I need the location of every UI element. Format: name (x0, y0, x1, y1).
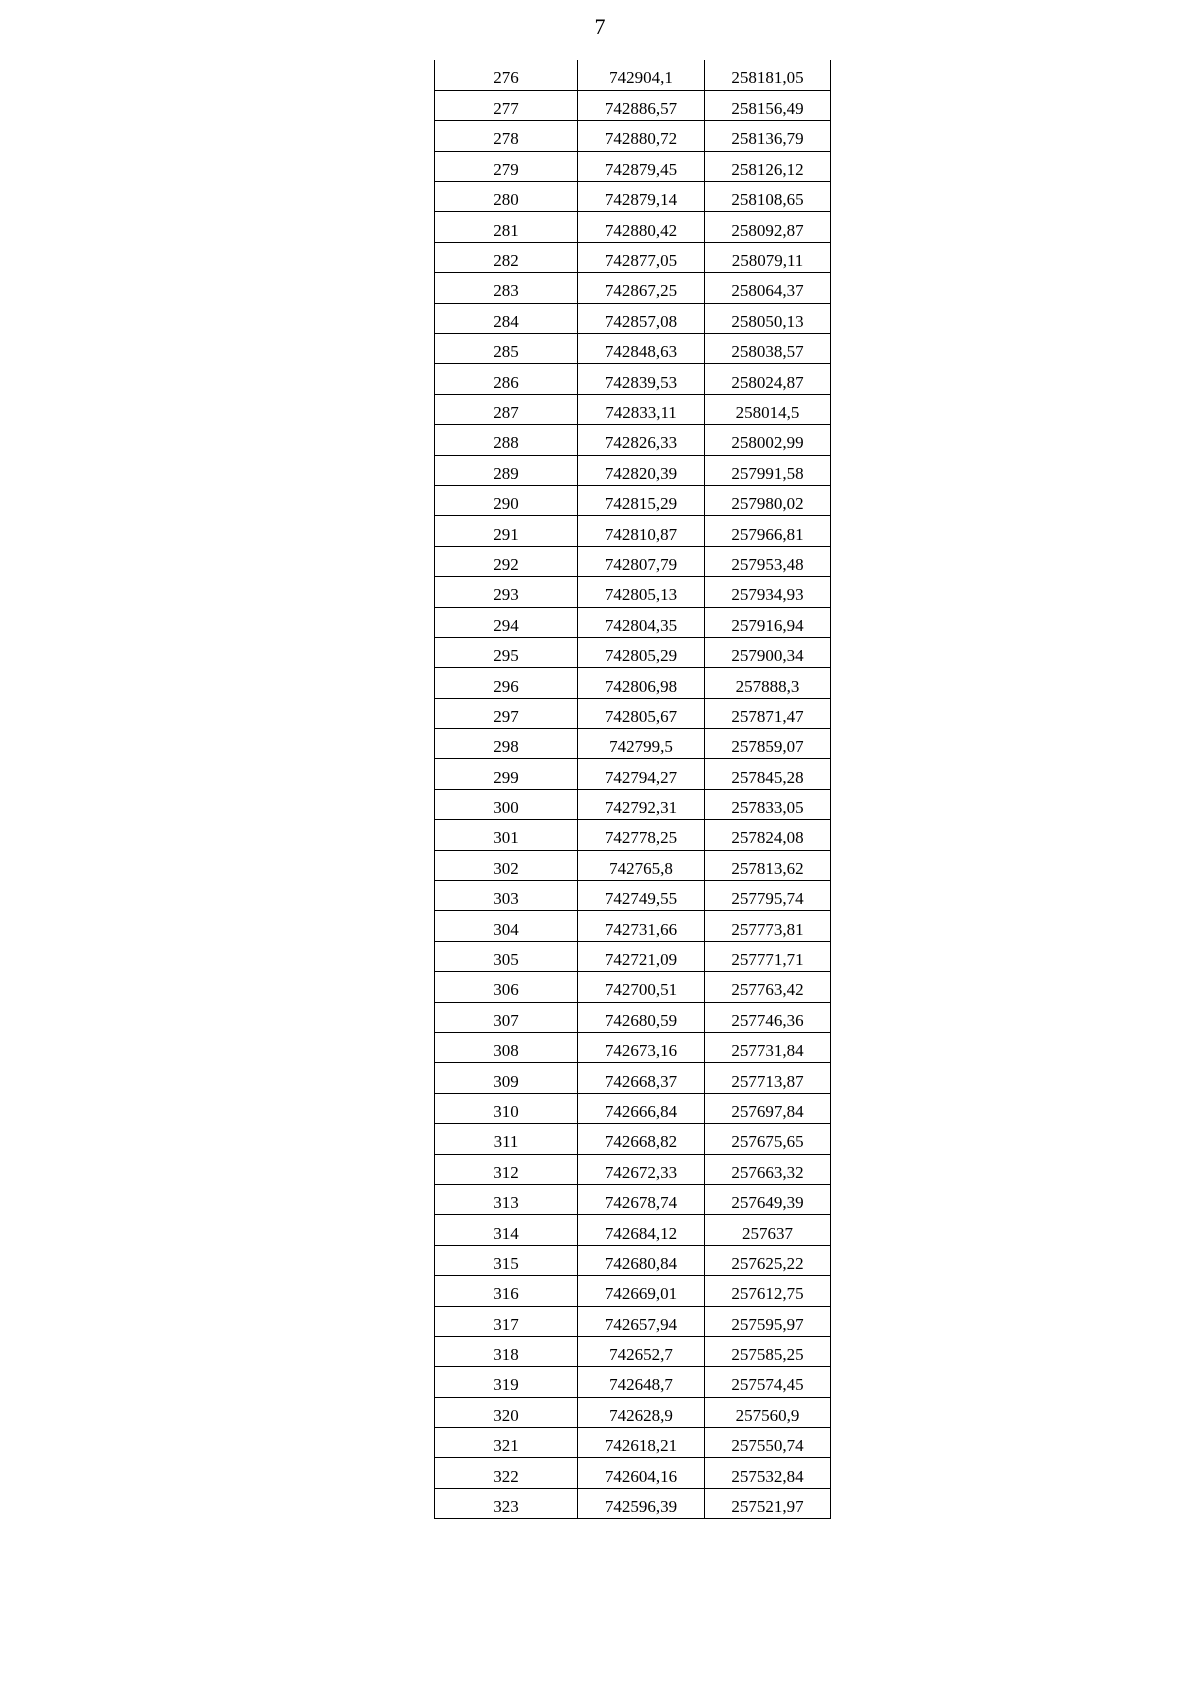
coordinates-table-body (435, 60, 831, 1519)
point-number-cell: 308 (435, 1033, 578, 1063)
x-coordinate-cell: 742815,29 (578, 485, 705, 515)
x-coordinate-cell: 742652,7 (578, 1336, 705, 1366)
y-coordinate-cell: 258181,05 (705, 60, 831, 90)
page-number: 7 (594, 14, 606, 39)
table-row (435, 911, 831, 941)
x-coordinate-cell: 742804,35 (578, 607, 705, 637)
x-coordinate-cell: 742807,79 (578, 546, 705, 576)
table-row (435, 121, 831, 151)
x-coordinate-cell: 742668,82 (578, 1124, 705, 1154)
x-coordinate-cell: 742805,29 (578, 637, 705, 667)
point-number-cell: 321 (435, 1428, 578, 1458)
point-number-cell: 304 (435, 911, 578, 941)
table-row (435, 637, 831, 667)
y-coordinate-cell: 258038,57 (705, 334, 831, 364)
table-row (435, 182, 831, 212)
point-number-cell: 302 (435, 850, 578, 880)
x-coordinate-cell: 742877,05 (578, 242, 705, 272)
x-coordinate-cell: 742805,13 (578, 577, 705, 607)
table-row (435, 1428, 831, 1458)
x-coordinate-cell: 742684,12 (578, 1215, 705, 1245)
y-coordinate-cell: 258064,37 (705, 273, 831, 303)
point-number-cell: 296 (435, 668, 578, 698)
point-number-cell: 281 (435, 212, 578, 242)
point-number-cell: 315 (435, 1245, 578, 1275)
point-number-cell: 294 (435, 607, 578, 637)
point-number-cell: 293 (435, 577, 578, 607)
x-coordinate-cell: 742680,84 (578, 1245, 705, 1275)
table-row (435, 941, 831, 971)
y-coordinate-cell: 257521,97 (731, 1497, 804, 1517)
table-row (435, 1002, 831, 1032)
x-coordinate-cell: 742596,39 (578, 1488, 705, 1518)
x-coordinate-cell: 742618,21 (578, 1428, 705, 1458)
y-coordinate-cell: 257612,75 (705, 1276, 831, 1306)
y-coordinate-cell: 257675,65 (705, 1124, 831, 1154)
y-coordinate-cell: 258014,5 (705, 394, 831, 424)
table-row (435, 1458, 831, 1488)
x-coordinate-cell: 742668,37 (578, 1063, 705, 1093)
x-coordinate-cell: 742666,84 (578, 1093, 705, 1123)
y-coordinate-cell: 258092,87 (705, 212, 831, 242)
y-coordinate-cell: 257833,05 (705, 789, 831, 819)
x-coordinate-cell: 742879,45 (578, 151, 705, 181)
y-coordinate-cell: 257771,71 (705, 941, 831, 971)
point-number-cell: 307 (435, 1002, 578, 1032)
point-number-cell: 317 (435, 1306, 578, 1336)
x-coordinate-cell: 742879,14 (578, 182, 705, 212)
y-coordinate-cell: 257532,84 (705, 1458, 831, 1488)
point-number-cell: 305 (435, 941, 578, 971)
table-row (435, 212, 831, 242)
table-row (435, 1215, 831, 1245)
x-coordinate-cell: 742886,57 (578, 90, 705, 120)
point-number-cell: 299 (435, 759, 578, 789)
x-coordinate-cell: 742749,55 (578, 881, 705, 911)
coordinates-table (434, 60, 831, 1519)
table-row (435, 1488, 831, 1518)
x-coordinate-cell: 742805,67 (578, 698, 705, 728)
point-number-cell: 309 (435, 1063, 578, 1093)
y-coordinate-cell: 257625,22 (705, 1245, 831, 1275)
x-coordinate-cell: 742765,8 (578, 850, 705, 880)
y-coordinate-cell: 258108,65 (705, 182, 831, 212)
table-row (435, 881, 831, 911)
point-number-cell: 282 (435, 242, 578, 272)
y-coordinate-cell: 258136,79 (705, 121, 831, 151)
table-row (435, 729, 831, 759)
y-coordinate-cell: 258156,49 (705, 90, 831, 120)
y-coordinate-cell: 257953,48 (705, 546, 831, 576)
y-coordinate-cell: 257574,45 (705, 1367, 831, 1397)
point-number-cell: 310 (435, 1093, 578, 1123)
table-row (435, 820, 831, 850)
table-row (435, 1245, 831, 1275)
x-coordinate-cell: 742833,11 (578, 394, 705, 424)
y-coordinate-cell: 258024,87 (705, 364, 831, 394)
point-number-cell: 303 (435, 881, 578, 911)
point-number-cell: 314 (435, 1215, 578, 1245)
table-row (435, 242, 831, 272)
y-coordinate-cell: 257595,97 (705, 1306, 831, 1336)
table-row (435, 334, 831, 364)
x-coordinate-cell: 742792,31 (578, 789, 705, 819)
y-coordinate-cell: 257585,25 (705, 1336, 831, 1366)
x-coordinate-cell: 742806,98 (578, 668, 705, 698)
table-row (435, 972, 831, 1002)
y-coordinate-cell: 258050,13 (705, 303, 831, 333)
x-coordinate-cell: 742648,7 (578, 1367, 705, 1397)
point-number-cell: 283 (435, 273, 578, 303)
table-row (435, 1124, 831, 1154)
y-coordinate-cell: 257888,3 (705, 668, 831, 698)
table-row (435, 1184, 831, 1214)
table-row (435, 303, 831, 333)
point-number-cell: 319 (435, 1367, 578, 1397)
y-coordinate-cell: 257813,62 (705, 850, 831, 880)
y-coordinate-cell: 257637 (705, 1215, 831, 1245)
table-row (435, 1063, 831, 1093)
point-number-cell: 280 (435, 182, 578, 212)
y-coordinate-cell: 257845,28 (705, 759, 831, 789)
y-coordinate-cell: 258126,12 (705, 151, 831, 181)
table-row (435, 364, 831, 394)
x-coordinate-cell: 742673,16 (578, 1033, 705, 1063)
x-coordinate-cell: 742604,16 (578, 1458, 705, 1488)
table-row (435, 151, 831, 181)
x-coordinate-cell: 742799,5 (578, 729, 705, 759)
point-number-cell: 297 (435, 698, 578, 728)
x-coordinate-cell: 742680,59 (578, 1002, 705, 1032)
y-coordinate-cell: 257916,94 (705, 607, 831, 637)
point-number-cell: 316 (435, 1276, 578, 1306)
table-row (435, 698, 831, 728)
y-coordinate-cell: 257900,34 (705, 637, 831, 667)
x-coordinate-cell: 742839,53 (578, 364, 705, 394)
table-row (435, 1154, 831, 1184)
x-coordinate-cell: 742657,94 (578, 1306, 705, 1336)
table-row (435, 1276, 831, 1306)
table-row (435, 1336, 831, 1366)
table-row (435, 1397, 831, 1427)
point-number-cell: 306 (435, 972, 578, 1002)
y-coordinate-cell: 257859,07 (705, 729, 831, 759)
table-row (435, 607, 831, 637)
point-number-cell: 289 (435, 455, 578, 485)
y-coordinate-cell: 257934,93 (705, 577, 831, 607)
point-number-cell: 277 (435, 90, 578, 120)
table-row (435, 668, 831, 698)
table-row (435, 394, 831, 424)
x-coordinate-cell: 742820,39 (578, 455, 705, 485)
table-row (435, 425, 831, 455)
point-number-cell: 290 (435, 485, 578, 515)
y-coordinate-cell: 257649,39 (705, 1184, 831, 1214)
point-number-cell: 300 (435, 789, 578, 819)
point-number-cell: 301 (435, 820, 578, 850)
table-row (435, 577, 831, 607)
table-row (435, 850, 831, 880)
y-coordinate-cell: 257980,02 (705, 485, 831, 515)
y-coordinate-cell: 257773,81 (705, 911, 831, 941)
table-row (435, 1367, 831, 1397)
point-number-cell: 279 (435, 151, 578, 181)
point-number-cell: 288 (435, 425, 578, 455)
point-number-cell: 312 (435, 1154, 578, 1184)
y-coordinate-cell: 258002,99 (705, 425, 831, 455)
y-coordinate-cell: 257550,74 (705, 1428, 831, 1458)
point-number-cell: 284 (435, 303, 578, 333)
table-row (435, 1093, 831, 1123)
y-coordinate-cell: 257731,84 (705, 1033, 831, 1063)
table-row (435, 1033, 831, 1063)
y-coordinate-cell: 257560,9 (705, 1397, 831, 1427)
table-row (435, 273, 831, 303)
table-row (435, 1306, 831, 1336)
table-row (435, 546, 831, 576)
x-coordinate-cell: 742867,25 (578, 273, 705, 303)
point-number-cell: 278 (435, 121, 578, 151)
y-coordinate-cell: 257991,58 (705, 455, 831, 485)
x-coordinate-cell: 742731,66 (578, 911, 705, 941)
point-number-cell: 320 (435, 1397, 578, 1427)
point-number-cell: 295 (435, 637, 578, 667)
x-coordinate-cell: 742880,42 (578, 212, 705, 242)
x-coordinate-cell: 742810,87 (578, 516, 705, 546)
x-coordinate-cell: 742778,25 (578, 820, 705, 850)
point-number-cell: 323 (435, 1488, 578, 1518)
table-row (435, 759, 831, 789)
x-coordinate-cell: 742628,9 (578, 1397, 705, 1427)
table-row (435, 90, 831, 120)
table-row (435, 455, 831, 485)
table-row (435, 60, 831, 90)
y-coordinate-cell: 257663,32 (705, 1154, 831, 1184)
point-number-cell: 291 (435, 516, 578, 546)
y-coordinate-cell: 257763,42 (705, 972, 831, 1002)
point-number-cell: 276 (435, 60, 578, 90)
x-coordinate-cell: 742721,09 (578, 941, 705, 971)
table-row (435, 789, 831, 819)
y-coordinate-cell: 257824,08 (705, 820, 831, 850)
x-coordinate-cell: 742826,33 (578, 425, 705, 455)
point-number-cell: 286 (435, 364, 578, 394)
y-coordinate-cell: 258079,11 (705, 242, 831, 272)
y-coordinate-cell: 257713,87 (705, 1063, 831, 1093)
point-number-cell: 292 (435, 546, 578, 576)
x-coordinate-cell: 742678,74 (578, 1184, 705, 1214)
point-number-cell: 313 (435, 1184, 578, 1214)
x-coordinate-cell: 742672,33 (578, 1154, 705, 1184)
table-row (435, 516, 831, 546)
y-coordinate-cell: 257871,47 (705, 698, 831, 728)
y-coordinate-cell: 257697,84 (705, 1093, 831, 1123)
point-number-cell: 318 (435, 1336, 578, 1366)
point-number-cell: 285 (435, 334, 578, 364)
y-coordinate-cell: 257966,81 (705, 516, 831, 546)
point-number-cell: 287 (435, 394, 578, 424)
point-number-cell: 298 (435, 729, 578, 759)
x-coordinate-cell: 742669,01 (578, 1276, 705, 1306)
x-coordinate-cell: 742794,27 (578, 759, 705, 789)
table-row (435, 485, 831, 515)
x-coordinate-cell: 742848,63 (578, 334, 705, 364)
x-coordinate-cell: 742880,72 (578, 121, 705, 151)
y-coordinate-cell: 257746,36 (705, 1002, 831, 1032)
point-number-cell: 322 (435, 1458, 578, 1488)
x-coordinate-cell: 742700,51 (578, 972, 705, 1002)
y-coordinate-cell: 257795,74 (705, 881, 831, 911)
x-coordinate-cell: 742857,08 (578, 303, 705, 333)
point-number-cell: 311 (435, 1124, 578, 1154)
x-coordinate-cell: 742904,1 (578, 60, 705, 90)
